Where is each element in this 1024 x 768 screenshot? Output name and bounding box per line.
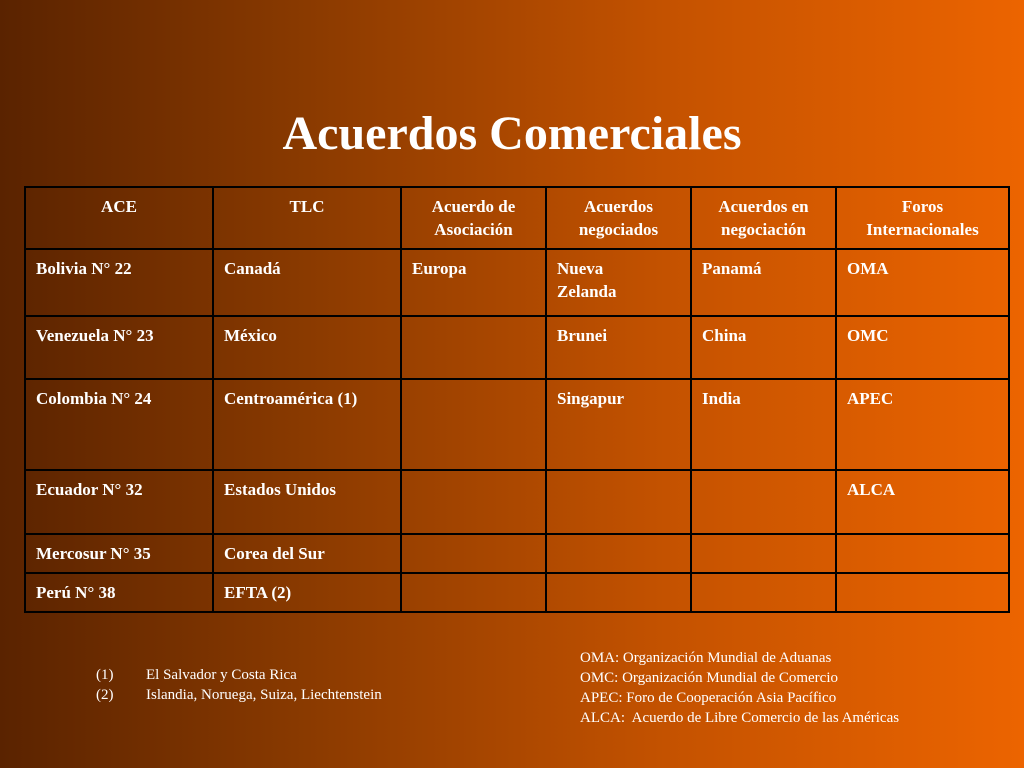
footnotes [96,665,382,705]
table-cell: México [213,316,401,379]
table-cell: Singapur [546,379,691,470]
table-cell: APEC [836,379,1009,470]
table-cell [546,573,691,612]
header-acuerdos-en-negociacion: Acuerdos en negociación [691,187,836,249]
table-cell: Corea del Sur [213,534,401,573]
footnote-text: Islandia, Noruega, Suiza, Liechtenstein [146,687,382,703]
table-row [25,534,1009,573]
table-cell: Brunei [546,316,691,379]
table-cell: Venezuela N° 23 [25,316,213,379]
header-ace: ACE [25,187,213,249]
table-cell [691,573,836,612]
agreements-table [24,186,1010,613]
table-row [25,573,1009,612]
table-row [25,379,1009,470]
table-cell [401,316,546,379]
table-cell: Centroamérica (1) [213,379,401,470]
header-acuerdo-asociacion: Acuerdo de Asociación [401,187,546,249]
table-cell [401,470,546,534]
legend-item: APEC: Foro de Cooperación Asia Pacífico [580,690,837,706]
table-cell [546,470,691,534]
table-cell: OMC [836,316,1009,379]
table-row [25,249,1009,316]
table-cell: Ecuador N° 32 [25,470,213,534]
header-acuerdos-negociados: Acuerdos negociados [546,187,691,249]
footnote-item [96,685,382,705]
slide-title: Acuerdos Comerciales [282,107,742,160]
footnote-number: (2) [96,687,114,703]
table-cell: Panamá [691,249,836,316]
table-cell: OMA [836,249,1009,316]
acronym-legend [580,648,899,728]
table-cell [401,379,546,470]
table-cell [836,534,1009,573]
table-cell: EFTA (2) [213,573,401,612]
header-foros-internacionales: Foros Internacionales [836,187,1009,249]
table-cell [691,534,836,573]
table-cell [546,534,691,573]
table-cell: ALCA [836,470,1009,534]
table-cell [691,470,836,534]
table-cell: India [691,379,836,470]
table-cell: Mercosur N° 35 [25,534,213,573]
header-tlc: TLC [213,187,401,249]
legend-item: ALCA: Acuerdo de Libre Comercio de las Américas [580,710,900,726]
table-cell: Colombia N° 24 [25,379,213,470]
table-cell: Perú N° 38 [25,573,213,612]
footnote-number: (1) [96,667,114,683]
table-row [25,316,1009,379]
table-row [25,470,1009,534]
table-cell: China [691,316,836,379]
table-cell: Bolivia N° 22 [25,249,213,316]
table-header-row [25,187,1009,249]
footnote-item [96,665,382,685]
table-cell: Estados Unidos [213,470,401,534]
legend-item: OMC: Organización Mundial de Comercio [580,670,839,686]
table-cell [401,534,546,573]
table-cell [401,573,546,612]
table-cell: Nueva Zelanda [546,249,691,316]
footnote-text: El Salvador y Costa Rica [146,667,297,683]
table-cell [836,573,1009,612]
legend-item: OMA: Organización Mundial de Aduanas [580,650,832,666]
table-cell: Europa [401,249,546,316]
table-cell: Canadá [213,249,401,316]
